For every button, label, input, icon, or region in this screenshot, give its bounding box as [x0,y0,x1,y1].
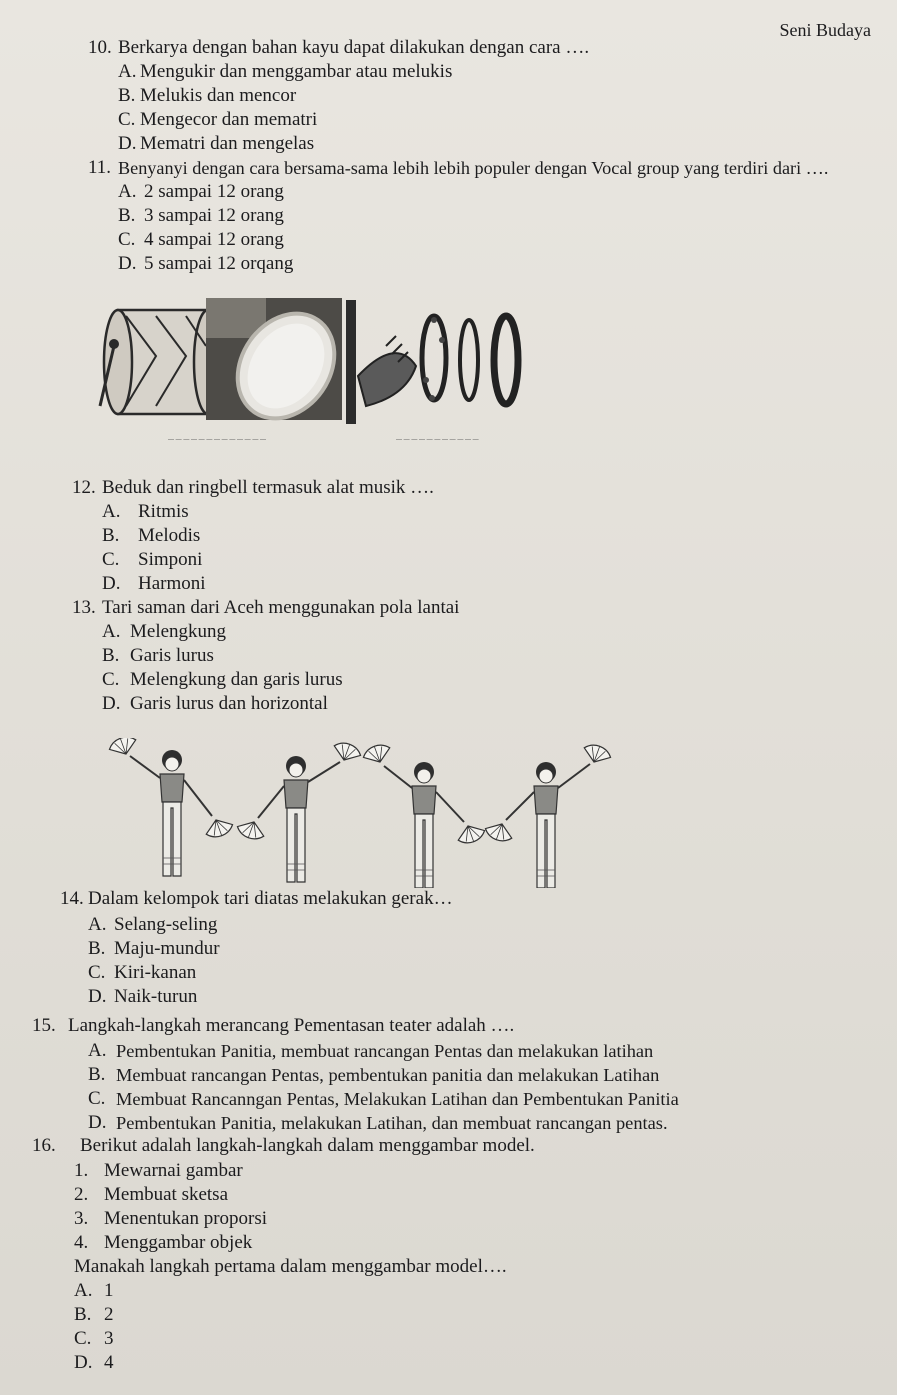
option-text: Naik-turun [114,986,198,1007]
option-text: Mengecor dan mematri [140,109,318,130]
option-letter: B. [74,1304,92,1325]
question-number: 14. [60,888,84,909]
step-number: 4. [74,1232,89,1253]
option-text: Membuat rancangan Pentas, pembentukan panitia dan melakukan Latihan [116,1065,660,1085]
dancer-1 [107,738,235,876]
option-letter: A. [118,61,137,82]
option-text: 3 [104,1328,114,1349]
dancers-figure [102,738,612,888]
option-letter: C. [102,669,120,690]
followup-text: Manakah langkah pertama dalam menggambar model…. [74,1256,507,1277]
question-stem: Benyanyi dengan cara bersama-sama lebih lebih populer dengan Vocal group yang terdiri dari …. [118,158,829,178]
subject-header: Seni Budaya [779,20,871,40]
question-number: 15. [32,1015,56,1036]
step-number: 2. [74,1184,89,1205]
figure-caption-left: — — — — — — — — — — — — — [168,437,267,443]
question-stem: Dalam kelompok tari diatas melakukan gerak… [88,888,453,909]
question-stem: Langkah-langkah merancang Pementasan teater adalah …. [68,1015,515,1036]
step-number: 1. [74,1160,89,1181]
option-text: Melukis dan mencor [140,85,297,106]
question-number: 12. [72,477,96,498]
option-text: 5 sampai 12 orqang [144,253,294,274]
option-text: Membuat Rancanngan Pentas, Melakukan Latihan dan Pembentukan Panitia [116,1089,679,1109]
figure-caption-right: — — — — — — — — — — — [396,437,479,443]
option-letter: D. [118,133,137,154]
option-letter: C. [118,229,136,250]
option-text: Mengukir dan menggambar atau melukis [140,61,453,82]
question-number: 16. [32,1135,56,1156]
question-number: 13. [72,597,96,618]
step-number: 3. [74,1208,89,1229]
dancer-2 [235,739,363,882]
option-text: Garis lurus [130,645,214,666]
option-text: Pembentukan Panitia, melakukan Latihan, dan membuat rancangan pentas. [116,1113,668,1133]
beduk-photo [206,296,354,437]
step-text: Menggambar objek [104,1232,253,1253]
option-text: Garis lurus dan horizontal [130,693,328,714]
option-text: Kiri-kanan [114,962,197,983]
option-text: Harmoni [138,573,206,594]
option-text: Pembentukan Panitia, membuat rancangan Pentas dan melakukan latihan [116,1041,654,1061]
option-letter: C. [118,109,136,130]
option-letter: D. [102,573,121,594]
step-text: Membuat sketsa [104,1184,229,1205]
option-text: 4 [104,1352,114,1373]
option-text: Ritmis [138,501,189,522]
question-stem: Tari saman dari Aceh menggunakan pola lantai [102,597,460,618]
option-letter: B. [118,205,136,226]
option-text: 2 sampai 12 orang [144,181,284,202]
drum-illustration [100,310,222,414]
option-letter: C. [88,962,106,983]
option-letter: A. [102,501,121,522]
option-letter: D. [88,1112,107,1133]
option-letter: A. [88,1040,107,1061]
musical-instruments-figure [96,296,546,462]
option-letter: D. [74,1352,93,1373]
option-letter: B. [88,1064,106,1085]
option-letter: D. [88,986,107,1007]
option-text: Melengkung [130,621,227,642]
option-text: 3 sampai 12 orang [144,205,284,226]
option-text: 4 sampai 12 orang [144,229,284,250]
option-letter: B. [88,938,106,959]
option-text: Mematri dan mengelas [140,133,315,154]
option-letter: A. [88,914,107,935]
option-letter: A. [102,621,121,642]
step-text: Menentukan proporsi [104,1208,268,1229]
option-text: Selang-seling [114,914,218,935]
option-letter: B. [102,645,120,666]
question-stem: Berikut adalah langkah-langkah dalam menggambar model. [80,1135,535,1156]
option-letter: B. [118,85,136,106]
option-letter: C. [102,549,120,570]
question-stem: Beduk dan ringbell termasuk alat musik …. [102,477,434,498]
dancer-3 [361,741,487,888]
option-text: Melengkung dan garis lurus [130,669,343,690]
option-text: 1 [104,1280,114,1301]
option-text: Maju-mundur [114,938,220,959]
ringbell-illustration [346,300,518,424]
option-letter: C. [74,1328,92,1349]
option-letter: D. [118,253,137,274]
step-text: Mewarnai gambar [104,1160,243,1181]
option-text: Melodis [138,525,201,546]
option-letter: A. [118,181,137,202]
option-text: 2 [104,1304,114,1325]
question-number: 10. [88,37,112,58]
option-letter: A. [74,1280,93,1301]
option-letter: C. [88,1088,106,1109]
dancer-4 [483,741,612,888]
question-number: 11. [88,157,112,178]
option-text: Simponi [138,549,203,570]
option-letter: D. [102,693,121,714]
question-stem: Berkarya dengan bahan kayu dapat dilakukan dengan cara …. [118,37,590,58]
option-letter: B. [102,525,120,546]
